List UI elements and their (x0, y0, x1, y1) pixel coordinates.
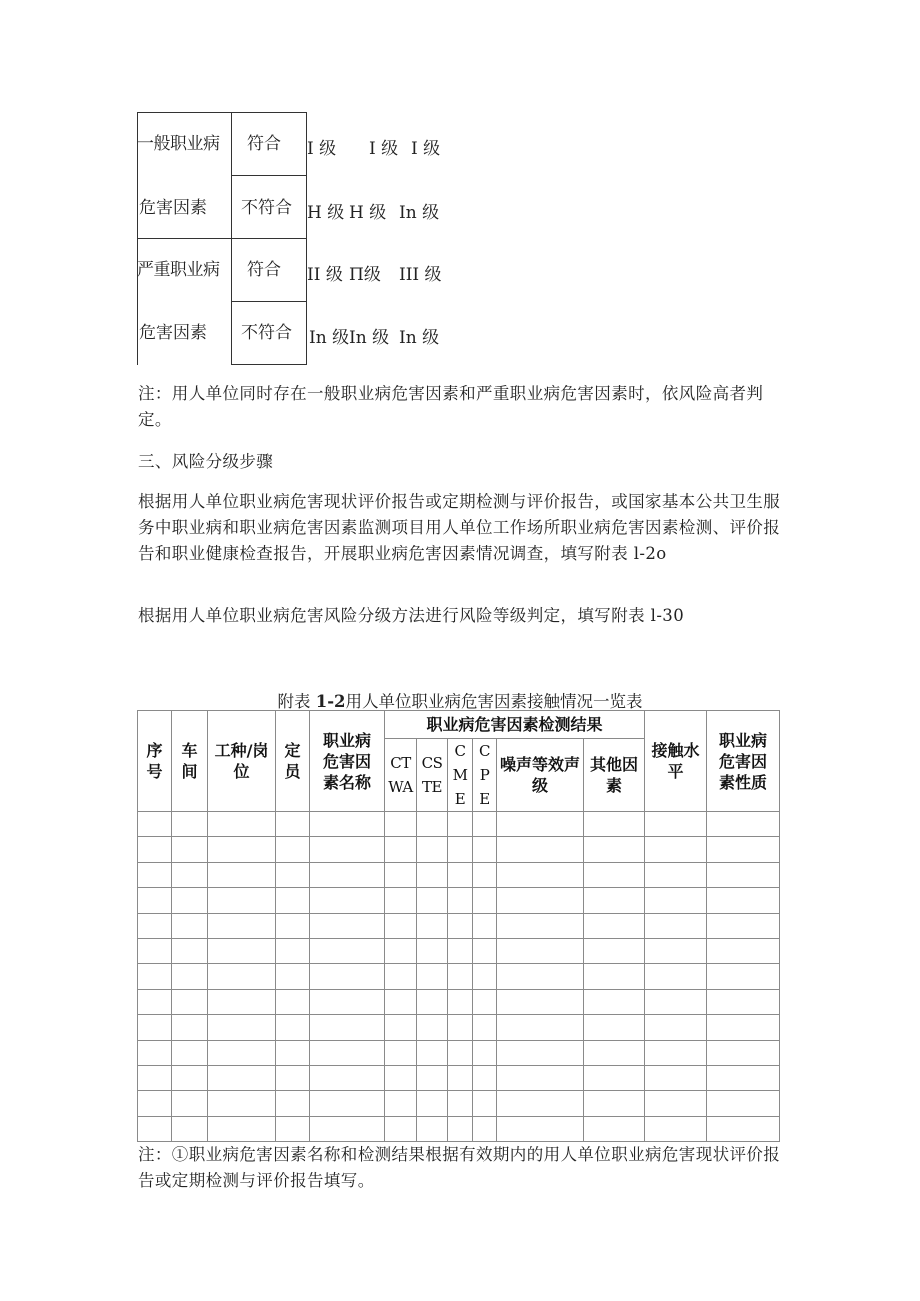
table-cell (584, 913, 645, 938)
table-cell (138, 964, 172, 989)
table-cell (707, 964, 780, 989)
caption-number: 1-2 (315, 692, 346, 711)
table-body (138, 812, 780, 1142)
table-row (138, 913, 780, 938)
table-cell (473, 1015, 497, 1040)
header-cste: CSTE (417, 739, 448, 812)
header-exposure: 接触水平 (645, 711, 707, 812)
table-cell (276, 989, 310, 1014)
table-cell (645, 862, 707, 887)
table-cell (208, 1040, 276, 1065)
table-cell (310, 1091, 385, 1116)
table-cell (448, 1091, 473, 1116)
table-cell (584, 964, 645, 989)
table-cell (138, 913, 172, 938)
table-cell (417, 938, 448, 963)
table-cell (645, 837, 707, 862)
table-cell (310, 964, 385, 989)
table-cell (276, 1091, 310, 1116)
table-cell (276, 812, 310, 837)
table-cell (645, 938, 707, 963)
table-cell (417, 862, 448, 887)
table-cell (208, 837, 276, 862)
table-cell (385, 862, 417, 887)
matrix-level-cell: III 级 (399, 265, 442, 285)
table-cell (276, 1015, 310, 1040)
table-cell (497, 888, 584, 913)
table-cell (497, 812, 584, 837)
table-cell (584, 1015, 645, 1040)
table-cell (448, 862, 473, 887)
matrix-level-cell: H 级 (307, 203, 345, 223)
table-cell (208, 812, 276, 837)
header-factor-name: 职业病危害因素名称 (310, 711, 385, 812)
table-cell (385, 837, 417, 862)
table-cell (138, 989, 172, 1014)
matrix-compliance-cell: 不符合 (241, 323, 292, 343)
table-cell (448, 1065, 473, 1090)
table-cell (707, 989, 780, 1014)
table-cell (385, 1040, 417, 1065)
table-cell (385, 1015, 417, 1040)
matrix-factor-cell: 危害因素 (139, 198, 207, 218)
matrix-factor-cell: 严重职业病 (137, 260, 220, 280)
table-row (138, 1116, 780, 1141)
table-cell (707, 837, 780, 862)
caption-prefix: 附表 (277, 692, 311, 711)
table-row (138, 812, 780, 837)
matrix-divider-row3 (231, 301, 307, 302)
matrix-divider-row1 (231, 175, 307, 176)
table-cell (473, 989, 497, 1014)
table-cell (417, 1015, 448, 1040)
matrix-level-cell: H 级 (349, 203, 387, 223)
table-cell (417, 1116, 448, 1141)
paragraph-grading: 根据用人单位职业病危害风险分级方法进行风险等级判定，填写附表 l-30 (138, 606, 685, 625)
matrix-border-top (137, 112, 307, 113)
table-cell (645, 1091, 707, 1116)
table-cell (172, 862, 208, 887)
matrix-compliance-cell: 符合 (247, 134, 281, 154)
table-cell (707, 1040, 780, 1065)
table-cell (448, 964, 473, 989)
table-cell (707, 1091, 780, 1116)
table-cell (448, 1015, 473, 1040)
matrix-compliance-cell: 符合 (247, 260, 281, 280)
table-cell (707, 938, 780, 963)
table-cell (276, 837, 310, 862)
table-cell (385, 913, 417, 938)
table-row (138, 1015, 780, 1040)
table-cell (172, 1091, 208, 1116)
table-cell (385, 1065, 417, 1090)
matrix-factor-cell: 一般职业病 (137, 134, 220, 154)
table-cell (473, 812, 497, 837)
table-cell (584, 837, 645, 862)
table-cell (417, 989, 448, 1014)
table-cell (385, 989, 417, 1014)
table-cell (473, 862, 497, 887)
table-cell (707, 888, 780, 913)
table-cell (385, 1091, 417, 1116)
table-cell (417, 812, 448, 837)
table-cell (448, 888, 473, 913)
table-cell (473, 1116, 497, 1141)
table-cell (385, 812, 417, 837)
table-cell (584, 938, 645, 963)
table-cell (172, 888, 208, 913)
table-cell (417, 1065, 448, 1090)
risk-note: 注：用人单位同时存在一般职业病危害因素和严重职业病危害因素时，依风险高者判定。 (138, 384, 764, 429)
table-cell (276, 913, 310, 938)
table-cell (473, 1040, 497, 1065)
header-other: 其他因素 (584, 739, 645, 812)
header-seq: 序号 (138, 711, 172, 812)
table-cell (208, 1091, 276, 1116)
table-cell (497, 913, 584, 938)
table-cell (497, 1065, 584, 1090)
table-row (138, 1040, 780, 1065)
table-cell (473, 1091, 497, 1116)
table-cell (138, 1091, 172, 1116)
table-cell (473, 964, 497, 989)
matrix-level-cell: In 级 (399, 203, 440, 223)
table-cell (448, 913, 473, 938)
table-cell (172, 1040, 208, 1065)
table-cell (138, 812, 172, 837)
table-cell (645, 964, 707, 989)
matrix-level-cell: In 级 (399, 328, 440, 348)
header-cme: CME (448, 739, 473, 812)
matrix-level-cell: I 级 (411, 139, 441, 159)
matrix-level-cell: In 级 (309, 328, 350, 348)
table-cell (645, 888, 707, 913)
table-cell (208, 913, 276, 938)
table-cell (448, 989, 473, 1014)
table-cell (645, 812, 707, 837)
table-cell (208, 888, 276, 913)
matrix-level-cell: In 级 (349, 328, 390, 348)
matrix-level-cell: I 级 (307, 139, 337, 159)
table-cell (385, 964, 417, 989)
table-cell (497, 1091, 584, 1116)
table-cell (310, 938, 385, 963)
table-cell (138, 1065, 172, 1090)
table-cell (385, 888, 417, 913)
header-cpe: CPE (473, 739, 497, 812)
header-nature: 职业病危害因素性质 (707, 711, 780, 812)
exposure-table (137, 710, 780, 1142)
table-cell (138, 938, 172, 963)
table-row (138, 888, 780, 913)
table-cell (707, 1116, 780, 1141)
table-cell (497, 989, 584, 1014)
table-cell (417, 964, 448, 989)
table-cell (645, 1015, 707, 1040)
table-cell (473, 888, 497, 913)
table-cell (448, 1116, 473, 1141)
table-row (138, 989, 780, 1014)
table-cell (448, 1040, 473, 1065)
table-row (138, 938, 780, 963)
table-cell (645, 989, 707, 1014)
table-cell (172, 938, 208, 963)
table-cell (473, 1065, 497, 1090)
section-heading: 三、风险分级步骤 (138, 452, 274, 471)
table-cell (417, 1091, 448, 1116)
table-cell (473, 913, 497, 938)
table-cell (584, 812, 645, 837)
table-cell (584, 989, 645, 1014)
table-cell (138, 1015, 172, 1040)
table-cell (310, 1015, 385, 1040)
matrix-border-bottom (231, 364, 307, 365)
table-cell (276, 888, 310, 913)
table-cell (172, 1065, 208, 1090)
table-cell (645, 1065, 707, 1090)
table-cell (497, 964, 584, 989)
table-cell (310, 1065, 385, 1090)
table-cell (172, 837, 208, 862)
table-cell (385, 1116, 417, 1141)
table-cell (172, 812, 208, 837)
table-cell (584, 888, 645, 913)
table-row (138, 1091, 780, 1116)
table-row (138, 837, 780, 862)
table-cell (497, 1116, 584, 1141)
table-cell (707, 913, 780, 938)
table-cell (310, 812, 385, 837)
table-cell (172, 1015, 208, 1040)
matrix-level-cell: П级 (349, 265, 381, 285)
table-cell (172, 913, 208, 938)
table-cell (172, 964, 208, 989)
table-cell (276, 1116, 310, 1141)
table-cell (584, 862, 645, 887)
table-cell (473, 837, 497, 862)
header-noise: 噪声等效声级 (497, 739, 584, 812)
table-cell (497, 862, 584, 887)
table-cell (310, 1040, 385, 1065)
table-cell (138, 862, 172, 887)
table-cell (497, 837, 584, 862)
header-staff: 定员 (276, 711, 310, 812)
table-cell (310, 913, 385, 938)
header-results-group: 职业病危害因素检测结果 (385, 711, 645, 739)
table-cell (584, 1091, 645, 1116)
table-cell (310, 837, 385, 862)
table-cell (208, 862, 276, 887)
table-cell (208, 989, 276, 1014)
table-cell (276, 1065, 310, 1090)
header-workshop: 车间 (172, 711, 208, 812)
table-cell (417, 888, 448, 913)
table-row (138, 862, 780, 887)
table-cell (276, 1040, 310, 1065)
table-cell (385, 938, 417, 963)
table-cell (584, 1065, 645, 1090)
table-cell (707, 1015, 780, 1040)
table-cell (497, 1015, 584, 1040)
matrix-factor-cell: 危害因素 (139, 323, 207, 343)
table-row (138, 1065, 780, 1090)
table-cell (310, 1116, 385, 1141)
table-cell (208, 938, 276, 963)
table-cell (448, 812, 473, 837)
table-cell (448, 938, 473, 963)
table-cell (645, 913, 707, 938)
table-cell (310, 989, 385, 1014)
table-cell (417, 913, 448, 938)
table-cell (208, 1015, 276, 1040)
table-cell (473, 938, 497, 963)
table-cell (208, 1116, 276, 1141)
table-cell (645, 1116, 707, 1141)
table-cell (276, 938, 310, 963)
table-cell (138, 1040, 172, 1065)
table-cell (584, 1040, 645, 1065)
table-cell (497, 1040, 584, 1065)
table-cell (707, 862, 780, 887)
table-cell (707, 1065, 780, 1090)
table-cell (208, 1065, 276, 1090)
table-cell (276, 862, 310, 887)
paragraph-survey: 根据用人单位职业病危害现状评价报告或定期检测与评价报告，或国家基本公共卫生服务中职业病和职业病危害因素监测项目用人单位工作场所职业病危害因素检测、评价报告和职业健康检查报告，开展职业病危害因素情况调查，填写附表 l-2o (138, 492, 781, 563)
table-cell (310, 888, 385, 913)
table-cell (645, 1040, 707, 1065)
header-job: 工种/岗位 (208, 711, 276, 812)
table-cell (172, 989, 208, 1014)
table-cell (417, 837, 448, 862)
table-cell (497, 938, 584, 963)
table-caption (0, 688, 920, 712)
table-cell (172, 1116, 208, 1141)
table-cell (707, 812, 780, 837)
table-cell (138, 888, 172, 913)
table-cell (138, 1116, 172, 1141)
table-cell (584, 1116, 645, 1141)
table-cell (448, 837, 473, 862)
table-cell (310, 862, 385, 887)
table-cell (276, 964, 310, 989)
table-row (138, 964, 780, 989)
table-cell (417, 1040, 448, 1065)
matrix-level-cell: I 级 (369, 139, 399, 159)
header-ctwa: CTWA (385, 739, 417, 812)
table-cell (208, 964, 276, 989)
table-note: 注：①职业病危害因素名称和检测结果根据有效期内的用人单位职业病危害现状评价报告或定期检测与评价报告填写。 (138, 1145, 781, 1190)
matrix-compliance-cell: 不符合 (241, 198, 292, 218)
caption-title: 用人单位职业病危害因素接触情况一览表 (345, 692, 643, 711)
matrix-divider-group (137, 238, 307, 239)
table-cell (138, 837, 172, 862)
matrix-level-cell: II 级 (307, 265, 343, 285)
